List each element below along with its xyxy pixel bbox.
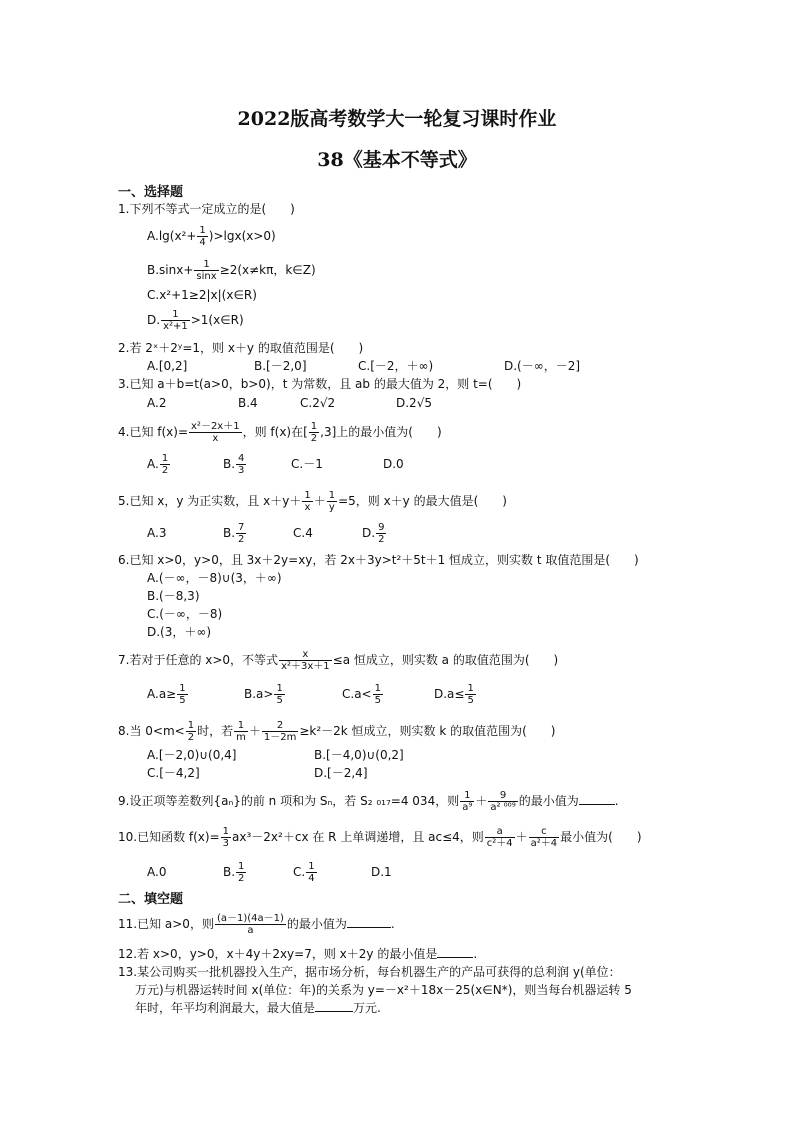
- option-d: D. $\frac{9}{2}$: [362, 522, 385, 545]
- fraction: $\frac{\text{x²－2x＋1}}{x}$: [191, 421, 240, 444]
- option-b: B. $\frac{4}{3}$: [223, 453, 245, 476]
- document-subtitle: 38《基本不等式》: [317, 149, 477, 171]
- question-6-option-c: C.(－∞，－8): [147, 607, 223, 621]
- option-b: B. $\frac{1}{2}$: [223, 861, 245, 884]
- question-1-option-c: C.x²+1≥2|x|(x∈R): [147, 288, 257, 302]
- question-13-line-2: 万元)与机器运转时间 x(单位：年)的关系为 y=－x²＋18x－25(x∈N*)，则当每台机器运转 5: [135, 983, 632, 997]
- option-a: A.3: [147, 526, 167, 540]
- fraction: $\frac{1}{x}$: [304, 490, 311, 513]
- option-b: B.4: [238, 396, 258, 410]
- section-heading-choice: 一、选择题: [118, 185, 184, 200]
- option-c: C. $\frac{1}{4}$: [293, 861, 315, 884]
- option-a: A.[0,2]: [147, 359, 188, 373]
- question-3-stem: 3.已知 a＋b=t(a>0，b>0)，t 为常数，且 ab 的最大值为 2，则 t=( ): [118, 377, 522, 391]
- fraction: $\frac{1}{\text{a⁹}}$: [462, 790, 473, 813]
- option-a: A.[－2,0)∪(0,4]: [147, 748, 237, 762]
- option-c: C.[－4,2]: [147, 766, 200, 780]
- question-7-stem: 7.若对于任意的 x>0，不等式 $\frac{x}{\text{x²＋3x＋1}}$ ≤a 恒成立，则实数 a 的取值范围为( ): [118, 649, 559, 672]
- question-4-options: [147, 453, 404, 476]
- question-13-line-1: 13.某公司购买一批机器投入生产，据市场分析，每台机器生产的产品可获得的总利润 y(单位：: [118, 965, 621, 979]
- option-c: C.－1: [291, 457, 323, 471]
- question-1-option-d: D. $\frac{1}{\text{x²+1}}$ >1(x∈R): [147, 309, 244, 332]
- fraction: $\frac{1}{\sin x}$: [196, 259, 217, 282]
- option-b: B.a> $\frac{1}{5}$: [244, 683, 283, 706]
- fraction: $\frac{1}{m}$: [236, 720, 246, 743]
- option-a: A.2: [147, 396, 167, 410]
- fraction: $\frac{1}{y}$: [328, 490, 336, 513]
- option-a: A. $\frac{1}{2}$: [147, 453, 169, 476]
- option-c: C.2√2: [300, 396, 336, 410]
- fraction: $\frac{1}{2}$: [187, 720, 195, 743]
- option-c: C.4: [293, 526, 313, 540]
- question-7-options: [147, 683, 477, 706]
- option-d: D.0: [383, 457, 404, 471]
- answer-blank: [437, 945, 473, 958]
- question-10-stem: 10.已知函数 f(x)= $\frac{1}{3}$ ax³－2x²＋cx 在 R 上单调递增，且 ac≤4，则 $\frac{a}{\text{c²＋4}}$ ＋ $\frac{c}{\text{a²＋4}}$ 最小值为( ): [118, 826, 642, 849]
- question-8-options-cd: [147, 764, 368, 782]
- answer-blank: [579, 792, 615, 805]
- fraction: $\frac{1}{2}$: [310, 421, 318, 444]
- question-1-option-a: A.lg(x²+ $\frac{1}{4}$ )>lgx(x>0): [147, 225, 276, 248]
- option-a: A.0: [147, 865, 167, 879]
- option-c: C.[－2，＋∞): [358, 359, 434, 373]
- question-1-stem: 1.下列不等式一定成立的是( ): [118, 202, 295, 216]
- question-9-stem: 9.设正项等差数列{aₙ}的前 n 项和为 Sₙ，若 S₂ ₀₁₇=4 034，则 $\frac{1}{\text{a⁹}}$ ＋ $\frac{9}{\text{a² ⁰⁰⁹}}$ 的最小值为 .: [118, 790, 619, 813]
- fraction: $\frac{a}{\text{c²＋4}}$: [486, 826, 513, 849]
- question-12-stem: 12.若 x>0，y>0，x＋4y＋2xy=7，则 x＋2y 的最小值是 .: [118, 947, 478, 961]
- question-5-options: [147, 522, 387, 545]
- question-2-stem: 2.若 2ˣ＋2ʸ=1，则 x＋y 的取值范围是( ): [118, 341, 364, 355]
- fraction: $\frac{c}{\text{a²＋4}}$: [530, 826, 558, 849]
- fraction: $\frac{1}{3}$: [222, 826, 230, 849]
- answer-blank: [347, 915, 391, 928]
- fraction: $\frac{2}{1-2m}$: [263, 720, 297, 743]
- question-6-option-b: B.(－8,3): [147, 589, 200, 603]
- option-d: D.(－∞，－2]: [504, 359, 581, 373]
- question-6-stem: 6.已知 x>0，y>0，且 3x＋2y=xy，若 2x＋3y>t²＋5t＋1 恒成立，则实数 t 取值范围是( ): [118, 553, 639, 567]
- fraction: $\frac{1}{4}$: [199, 225, 206, 248]
- question-13-line-3: 年时，年平均利润最大，最大值是 万元.: [135, 1001, 381, 1015]
- question-4-stem: 4.已知 f(x)= $\frac{\text{x²－2x＋1}}{x}$ ，则 f(x)在[ $\frac{1}{2}$ ,3]上的最小值为( ): [118, 421, 442, 444]
- option-c: C.a< $\frac{1}{5}$: [342, 683, 381, 706]
- question-8-stem: 8.当 0<m< $\frac{1}{2}$ 时，若 $\frac{1}{m}$ ＋ $\frac{2}{1-2m}$ ≥k²－2k 恒成立，则实数 k 的取值范围为( ): [118, 720, 556, 743]
- question-3-options: [147, 394, 432, 412]
- option-b: B. $\frac{7}{2}$: [223, 522, 245, 545]
- question-6-option-a: A.(－∞，－8)∪(3，＋∞): [147, 571, 282, 585]
- question-8-options-ab: [147, 746, 404, 764]
- answer-blank: [315, 999, 353, 1012]
- question-2-options: [147, 357, 580, 375]
- section-heading-fill: 二、填空题: [118, 892, 184, 907]
- option-d: D.a≤ $\frac{1}{5}$: [434, 683, 474, 706]
- option-d: D.1: [371, 865, 392, 879]
- question-10-options: [147, 861, 392, 884]
- option-d: D.2√5: [396, 396, 432, 410]
- option-b: B.[－4,0)∪(0,2]: [314, 748, 404, 762]
- question-11-stem: 11.已知 a>0，则 $\frac{(a-1)(4a-1)}{a}$ 的最小值为 .: [118, 913, 395, 936]
- document-title: 2022版高考数学大一轮复习课时作业: [237, 108, 557, 130]
- option-d: D.[－2,4]: [314, 766, 368, 780]
- question-1-option-b: B.sinx+ $\frac{1}{\sin x}$ ≥2(x≠kπ，k∈Z): [147, 259, 316, 282]
- fraction: $\frac{1}{\text{x²+1}}$: [163, 309, 188, 332]
- option-a: A.a≥ $\frac{1}{5}$: [147, 683, 186, 706]
- question-5-stem: 5.已知 x，y 为正实数，且 x＋y＋ $\frac{1}{x}$ ＋ $\frac{1}{y}$ =5，则 x＋y 的最大值是( ): [118, 490, 507, 513]
- fraction: $\frac{(a-1)(4a-1)}{a}$: [216, 913, 284, 936]
- fraction: $\frac{x}{\text{x²＋3x＋1}}$: [281, 649, 330, 672]
- question-6-option-d: D.(3，＋∞): [147, 625, 212, 639]
- fraction: $\frac{9}{\text{a² ⁰⁰⁹}}$: [490, 790, 516, 813]
- option-b: B.[－2,0]: [254, 359, 307, 373]
